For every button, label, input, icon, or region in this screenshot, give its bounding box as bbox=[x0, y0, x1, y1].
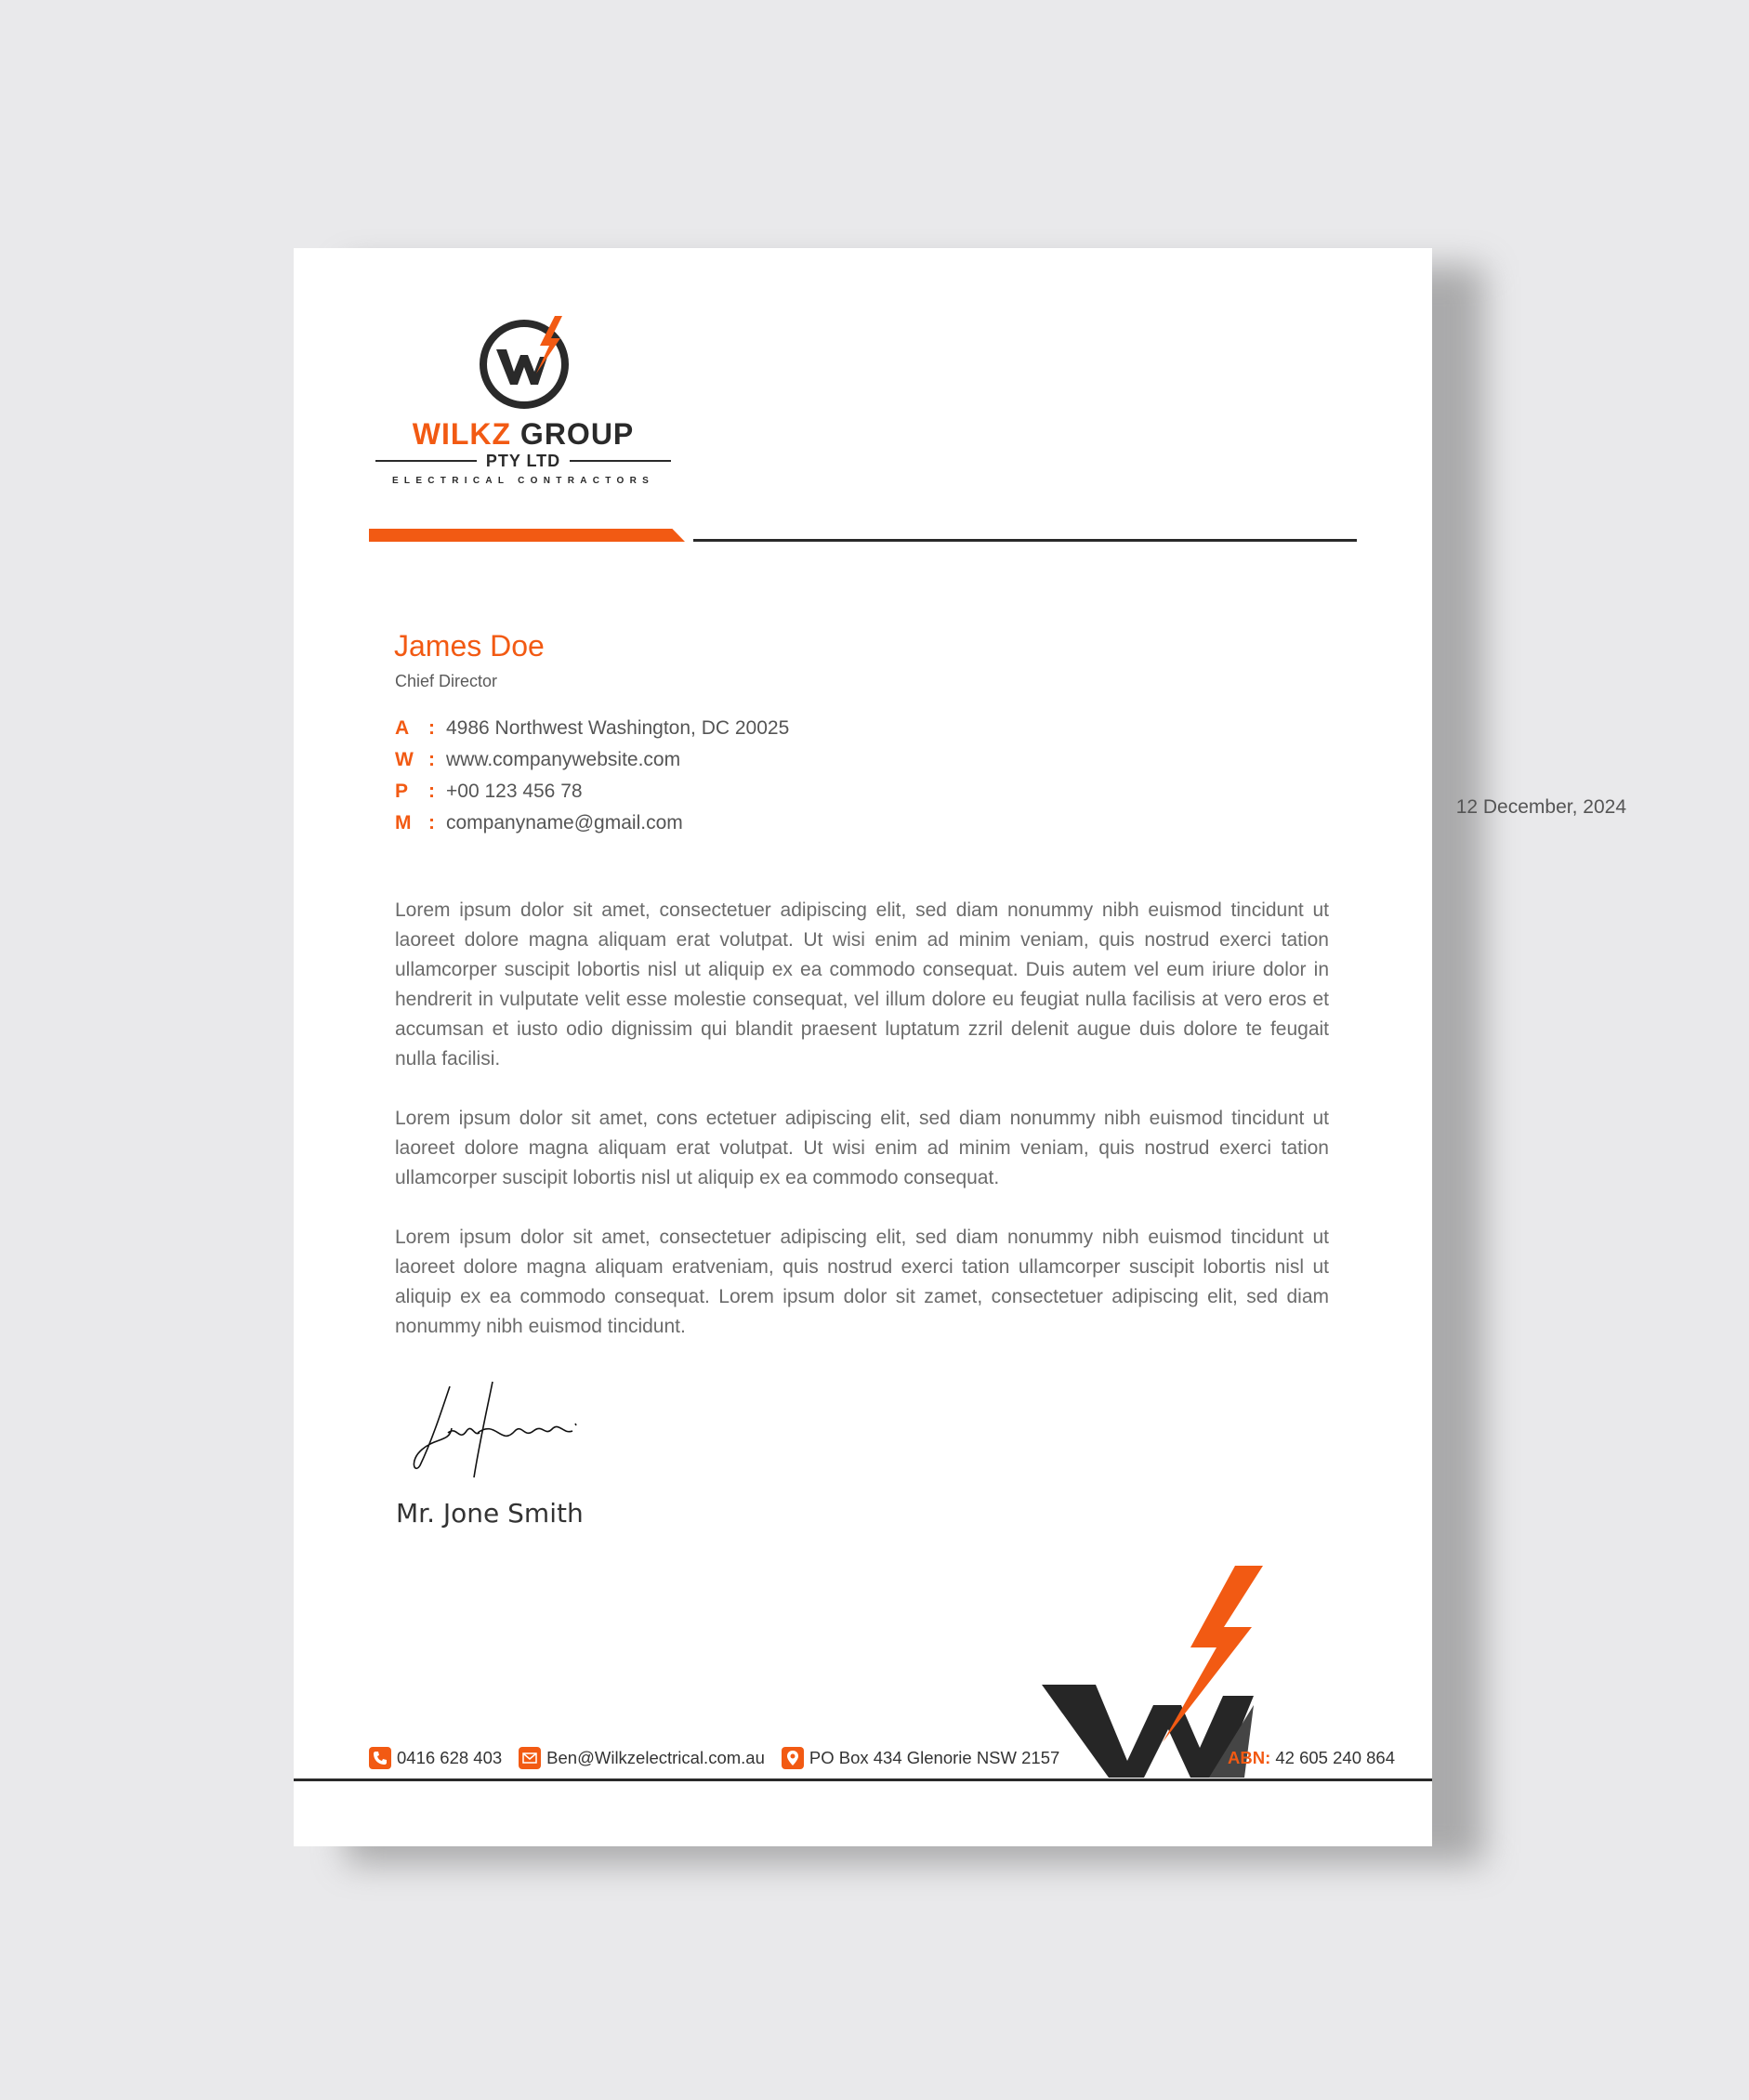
contact-key: P bbox=[395, 781, 409, 802]
footer-rule bbox=[294, 1778, 1432, 1781]
signature-image bbox=[413, 1377, 608, 1479]
contact-row-address: A : 4986 Northwest Washington, DC 20025 bbox=[395, 717, 790, 739]
brand-name-part1: WILKZ bbox=[412, 417, 512, 451]
contact-website: www.companywebsite.com bbox=[446, 749, 681, 770]
footer-phone-text: 0416 628 403 bbox=[397, 1748, 503, 1767]
footer-email-text: Ben@Wilkzelectrical.com.au bbox=[546, 1748, 765, 1767]
contact-list bbox=[395, 713, 953, 839]
letterhead-page bbox=[294, 248, 1626, 1846]
footer-address bbox=[782, 1747, 1059, 1769]
mail-icon bbox=[519, 1747, 541, 1769]
contact-key: M bbox=[395, 812, 412, 833]
letter-date: 12 December, 2024 bbox=[1455, 796, 1626, 818]
abn-value: 42 605 240 864 bbox=[1275, 1748, 1395, 1767]
sender-name: James Doe bbox=[394, 629, 545, 663]
location-pin-icon bbox=[782, 1747, 804, 1769]
header-rule bbox=[693, 539, 1357, 542]
contact-key: A bbox=[395, 717, 410, 739]
brand-divider-left bbox=[375, 460, 477, 462]
contact-address: 4986 Northwest Washington, DC 20025 bbox=[446, 717, 790, 739]
contact-phone: +00 123 456 78 bbox=[446, 781, 583, 802]
footer-abn bbox=[1228, 1748, 1395, 1768]
footer-address-text: PO Box 434 Glenorie NSW 2157 bbox=[809, 1748, 1060, 1767]
sender-role: Chief Director bbox=[395, 672, 498, 690]
contact-row-mail: M : companyname@gmail.com bbox=[395, 812, 683, 833]
brand-tagline: ELECTRICAL CONTRACTORS bbox=[391, 476, 655, 486]
abn-label: ABN: bbox=[1228, 1748, 1271, 1767]
contact-row-phone: P : +00 123 456 78 bbox=[395, 781, 583, 802]
footer-email bbox=[519, 1747, 765, 1769]
brand-wordmark bbox=[375, 418, 671, 486]
contact-row-website: W : www.companywebsite.com bbox=[395, 749, 681, 770]
brand-name-part2: GROUP bbox=[519, 417, 635, 451]
brand-legal: PTY LTD bbox=[485, 452, 561, 470]
body-paragraph: Lorem ipsum dolor sit amet, consectetuer adipiscing elit, sed diam nonummy nibh euismod tincidunt ut laoreet dolore magna aliquam erat volutpat. Ut wisi enim ad minim veniam, quis nostrud exerci tation ullamcorper suscipit lobortis nisl ut aliquip ex ea commodo consequat. Duis autem vel eum iriure dolor in hendrerit in vulputate velit esse molestie consequat, vel illum dolore eu feugiat nulla facilisis at vero eros et accumsan et iusto odio dignissim qui blandit praesent luptatum zzril delenit augue duis dolore te feugait nulla facilisi. bbox=[395, 899, 1329, 1070]
phone-icon bbox=[369, 1747, 391, 1769]
signer-name: Mr. Jone Smith bbox=[396, 1498, 584, 1529]
wilkz-logo-icon bbox=[466, 308, 586, 420]
footer-contacts bbox=[369, 1747, 1076, 1769]
letter-body bbox=[395, 896, 1329, 1372]
header-rule-accent bbox=[369, 529, 685, 542]
body-paragraph: Lorem ipsum dolor sit amet, cons ectetuer adipiscing elit, sed diam nonummy nibh euismod tincidunt ut laoreet dolore magna aliquam erat volutpat. Ut wisi enim ad minim veniam, quis nostrud exerci tation ullamcorper suscipit lobortis nisl ut aliquip ex ea commodo consequat. bbox=[395, 1108, 1329, 1188]
body-paragraph: Lorem ipsum dolor sit amet, consectetuer adipiscing elit, sed diam nonummy nibh euismod tincidunt ut laoreet dolore magna aliquam eratveniam, quis nostrud exerci tation ullamcorper suscipit lobortis nisl ut aliquip ex ea commodo consequat. Lorem ipsum dolor sit zamet, consectetuer adipiscing elit, sed diam nonummy nibh euismod tincidunt. bbox=[395, 1227, 1329, 1337]
contact-key: W bbox=[395, 749, 414, 770]
contact-email: companyname@gmail.com bbox=[446, 812, 683, 833]
brand-divider-right bbox=[570, 460, 671, 462]
footer-phone bbox=[369, 1747, 502, 1769]
